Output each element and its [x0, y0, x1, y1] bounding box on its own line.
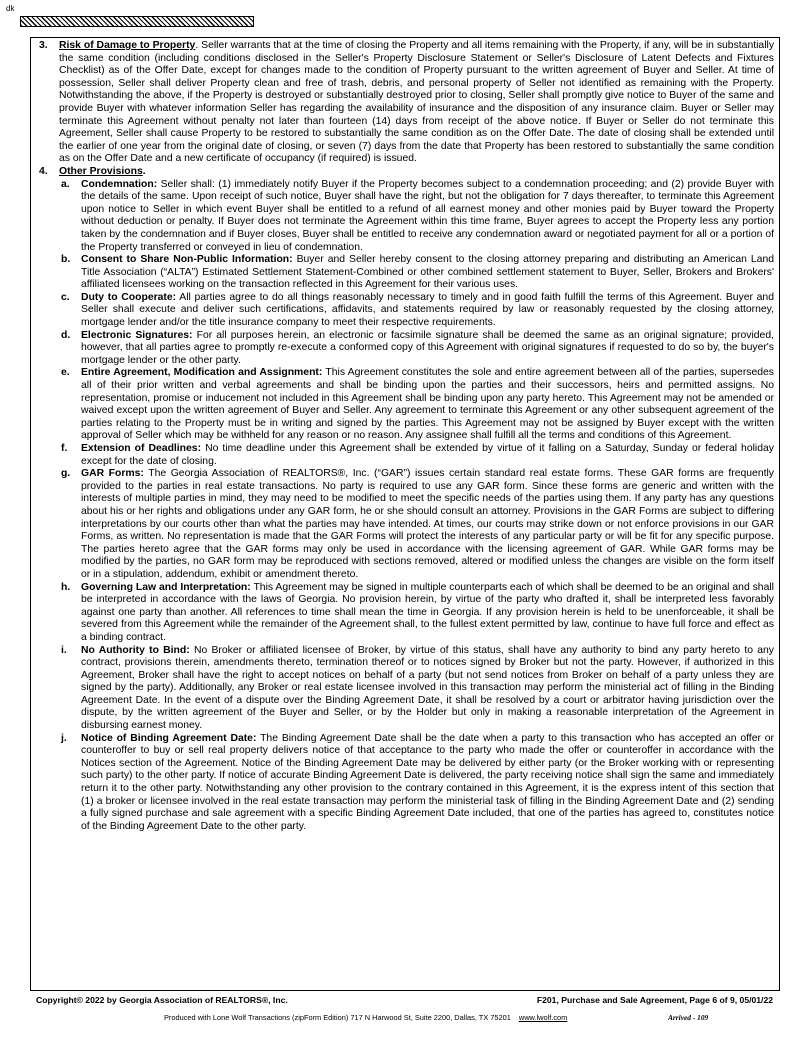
section-4-number: 4. [39, 165, 48, 177]
provision-letter: h. [61, 581, 71, 593]
provision-letter: d. [61, 329, 71, 341]
producer-link[interactable]: www.lwolf.com [518, 1013, 568, 1022]
provision-title: Duty to Cooperate: [81, 291, 177, 303]
provision-e [59, 367, 774, 443]
provision-letter: a. [61, 178, 70, 190]
copyright-notice: Copyright© 2022 by Georgia Association of REALTORS®, Inc. [36, 995, 288, 1005]
provision-letter: j. [61, 732, 67, 744]
section-4-items [37, 179, 774, 834]
section-3-heading: Risk of Damage to Property [59, 40, 196, 51]
producer-line [164, 1013, 567, 1022]
form-identifier: F201, Purchase and Sale Agreement, Page 6 of 9, 05/01/22 [536, 995, 773, 1005]
provision-title: Condemnation: [81, 178, 158, 190]
provision-body: The Georgia Association of REALTORS®, Inc. (“GAR”) issues certain standard real estate forms. These GAR forms are frequently provided to the parties in real estate transactions. No party is required to use any GAR form. Since these forms are generic and written with the interests of multiple parties in mind, they may need to be modified to meet the specific needs of the parties using them. If any party has any questions about his or her rights and obligations under any GAR form, he or she should consult an attorney. Provisions in the GAR Forms are subject to differing interpretations by our courts other than what the parties may have intended. At times, our courts may strike down or not enforce provisions in our GAR Forms, as written. No representation is made that the GAR Forms will protect the interests of any particular party or will be fit for any specific purpose. The parties hereto agree that the GAR forms may only be used in accordance with the licensing agreement of GAR. While GAR forms may be modified by the parties, no GAR form may be reproduced with sections removed, altered or modified unless the changes are visible on the form itself or in a stipulation, addendum, exhibit or amendment thereto. [81, 468, 774, 580]
provision-body: Seller shall: (1) immediately notify Buyer if the Property becomes subject to a condemnation proceeding; and (2) provide Buyer with the details of the same. Upon receipt of such notice, Buyer shall have the right, but not the obligation for 7 days thereafter, to terminate this Agreement upon notice to Seller in which event Buyer shall be entitled to a refund of all earnest money and other monies paid by Buyer toward the Property without deduction or penalty. If Buyer does not terminate the Agreement within this time frame, Buyer agrees to accept the Property less any portion taken by the condemnation and if Buyer closes, Buyer shall be entitled to receive any condemnation award or negotiated payment for all or a portion of the Property transferred or conveyed in lieu of condemnation. [81, 178, 774, 253]
provision-a [59, 179, 774, 255]
provision-body: All parties agree to do all things reasonably necessary to timely and in good faith fulfill the terms of this Agreement. Buyer and Seller shall execute and deliver such certifications, affidavits, and statements required by law or reasonably requested by the closing attorney, mortgage lender and/or the title insurance company to meet their respective requirements. [81, 291, 774, 329]
provision-body: No time deadline under this Agreement shall be extended by virtue of it falling on a Saturday, Sunday or federal holiday except for the date of closing. [81, 443, 774, 467]
section-3-body: . Seller warrants that at the time of closing the Property and all items remaining with the Property, if any, will be in substantially the same condition (including conditions disclosed in the Seller's Property Disclosure Statement or Seller's Disclosure of Latent Defects and Fixtures Checklist) as of the Offer Date, except for changes made to the condition of Property pursuant to the written agreement of Buyer and Seller. At time of possession, Seller shall deliver Property clean and free of trash, debris, and personal property of Seller not identified as remaining with the Property. Notwithstanding the above, if the Property is destroyed or substantially destroyed prior to closing, Seller shall promptly give notice to Buyer of the same and provide Buyer with whatever information Seller has regarding the availability of insurance and the disposition of any insurance claim. Buyer or Seller may terminate this Agreement without penalty not later than fourteen (14) days from receipt of the above notice. If Buyer or Seller do not terminate this Agreement, Seller shall cause Property to be restored to substantially the same condition as on the Offer Date. The date of closing shall be extended until the earlier of one year from the original date of closing, or seven (7) days from the date that Property has been restored to substantially the same condition as on the Offer Date and a new certificate of occupancy (if required) is issued. [59, 40, 775, 165]
provision-h [59, 582, 774, 645]
producer-text: Produced with Lone Wolf Transactions (zipForm Edition) 717 N Harwood St, Suite 2200, Dallas, TX 75201 [164, 1013, 511, 1022]
section-3-number: 3. [39, 40, 48, 51]
provision-title: Extension of Deadlines: [81, 443, 202, 454]
provision-body: No Broker or affiliated licensee of Broker, by virtue of this status, shall have any authority to bind any party hereto to any contract, provisions therein, amendments thereto, termination thereof or to notices signed by Broker but not the party. However, if authorized in this Agreement, Broker shall have the right to accept notices on behalf of a party (but not send notices from Broker on behalf of a party unless they are signed by the party). Additionally, any Broker or real estate licensee involved in this transaction may perform the ministerial act of filling in the Binding Agreement Date. In the event of a dispute over the Binding Agreement Date, it shall be resolved by a court or arbitrator having jurisdiction over the dispute, by the written agreement of the Buyer and Seller, or by the Holder but only in making a reasonable interpretation of the Agreement in disbursing earnest money. [81, 644, 774, 732]
provision-g [59, 468, 774, 581]
provision-body: This Agreement constitutes the sole and entire agreement between all of the parties, supersedes all of their prior written and verbal agreements and shall be binding upon the parties and their successors, heirs and permitted assigns. No representation, promise or inducement not included in this Agreement shall be binding upon any party hereto. This Agreement may not be amended or waived except upon the written agreement of Buyer and Seller. Any agreement to terminate this Agreement or any other subsequent agreement of the parties relating to the Property must be in writing and signed by the parties. This Agreement may not be assigned by Buyer except with the written approval of Seller which may be withheld for any reason or no reason. Any assignee shall fulfill all the terms and conditions of this Agreement. [81, 367, 775, 442]
provision-title: Notice of Binding Agreement Date: [81, 732, 257, 744]
provision-title: No Authority to Bind: [81, 644, 190, 656]
provision-title: Electronic Signatures: [81, 329, 193, 341]
provision-c [59, 292, 774, 330]
provision-f [59, 443, 774, 468]
document-body [30, 37, 780, 991]
provision-d [59, 330, 774, 368]
provision-letter: e. [61, 367, 70, 379]
section-4-heading: Other Provisions [59, 165, 143, 177]
provision-body: This Agreement may be signed in multiple counterparts each of which shall be deemed to be an original and shall be interpreted in accordance with the laws of Georgia. No provision herein, by virtue of the party who drafted it, shall be interpreted less favorably against one party than another. All references to time shall mean the time in Georgia. If any provision herein is held to be unenforceable, it shall be severed from this Agreement while the remainder of the Agreement shall, to the fullest extent permitted by law, continue to have full force and effect as a binding contract. [81, 581, 774, 643]
provision-letter: f. [61, 443, 68, 454]
provision-letter: i. [61, 644, 67, 656]
provision-j [59, 733, 774, 834]
corner-mark: dk [6, 4, 15, 13]
provision-b [59, 254, 774, 292]
provision-body: The Binding Agreement Date shall be the date when a party to this transaction who has accepted an offer or counteroffer to buy or sell real property delivers notice of that acceptance to the party who made the offer or counteroffer in accordance with the Notices section of the Agreement. Notice of the Binding Agreement Date may be delivered by either party (or the Broker working with or representing such party) to the other party. If notice of accurate Binding Agreement Date is delivered, the party receiving notice shall sign the same and immediately return it to the other party. Notwithstanding any other provision to the contrary contained in this Agreement, it is the express intent of this section that (1) a broker or licensee involved in the real estate transaction may perform the ministerial task of filling in the Binding Agreement Date and (2) sending a fully signed purchase and sale agreement with a specific Binding Agreement Date included, that one of the parties has agreed to, constitutes notice of the Binding Agreement Date to the other party. [81, 732, 774, 832]
provision-title: Consent to Share Non-Public Information: [81, 254, 293, 266]
provision-letter: b. [61, 254, 71, 266]
provision-letter: c. [61, 291, 70, 303]
hatched-redaction-bar [20, 16, 254, 27]
provision-letter: g. [61, 468, 71, 480]
provision-title: Entire Agreement, Modification and Assignment: [81, 367, 323, 379]
arrived-stamp: Arrived - 109 [668, 1013, 709, 1022]
section-4-header [37, 166, 774, 179]
provision-title: GAR Forms: [81, 468, 144, 480]
provision-title: Governing Law and Interpretation: [81, 581, 251, 593]
provision-body: Buyer and Seller hereby consent to the closing attorney preparing and distributing an American Land Title Association (“ALTA”) Estimated Settlement Statement-Combined or other combined settlement statement to Buyer, Seller, Brokers and Brokers' affiliated licensees working on the transaction reflected in this Agreement for their various uses. [81, 254, 774, 291]
provision-i [59, 645, 774, 733]
section-3 [37, 40, 774, 166]
provision-body: For all purposes herein, an electronic or facsimile signature shall be deemed the same as an original signature; provided, however, that all parties agree to promptly re-execute a conformed copy of this Agreement with original signatures if requested to do so by, the buyer's mortgage lender or the other party. [81, 329, 774, 366]
section-4-period: . [142, 165, 146, 177]
